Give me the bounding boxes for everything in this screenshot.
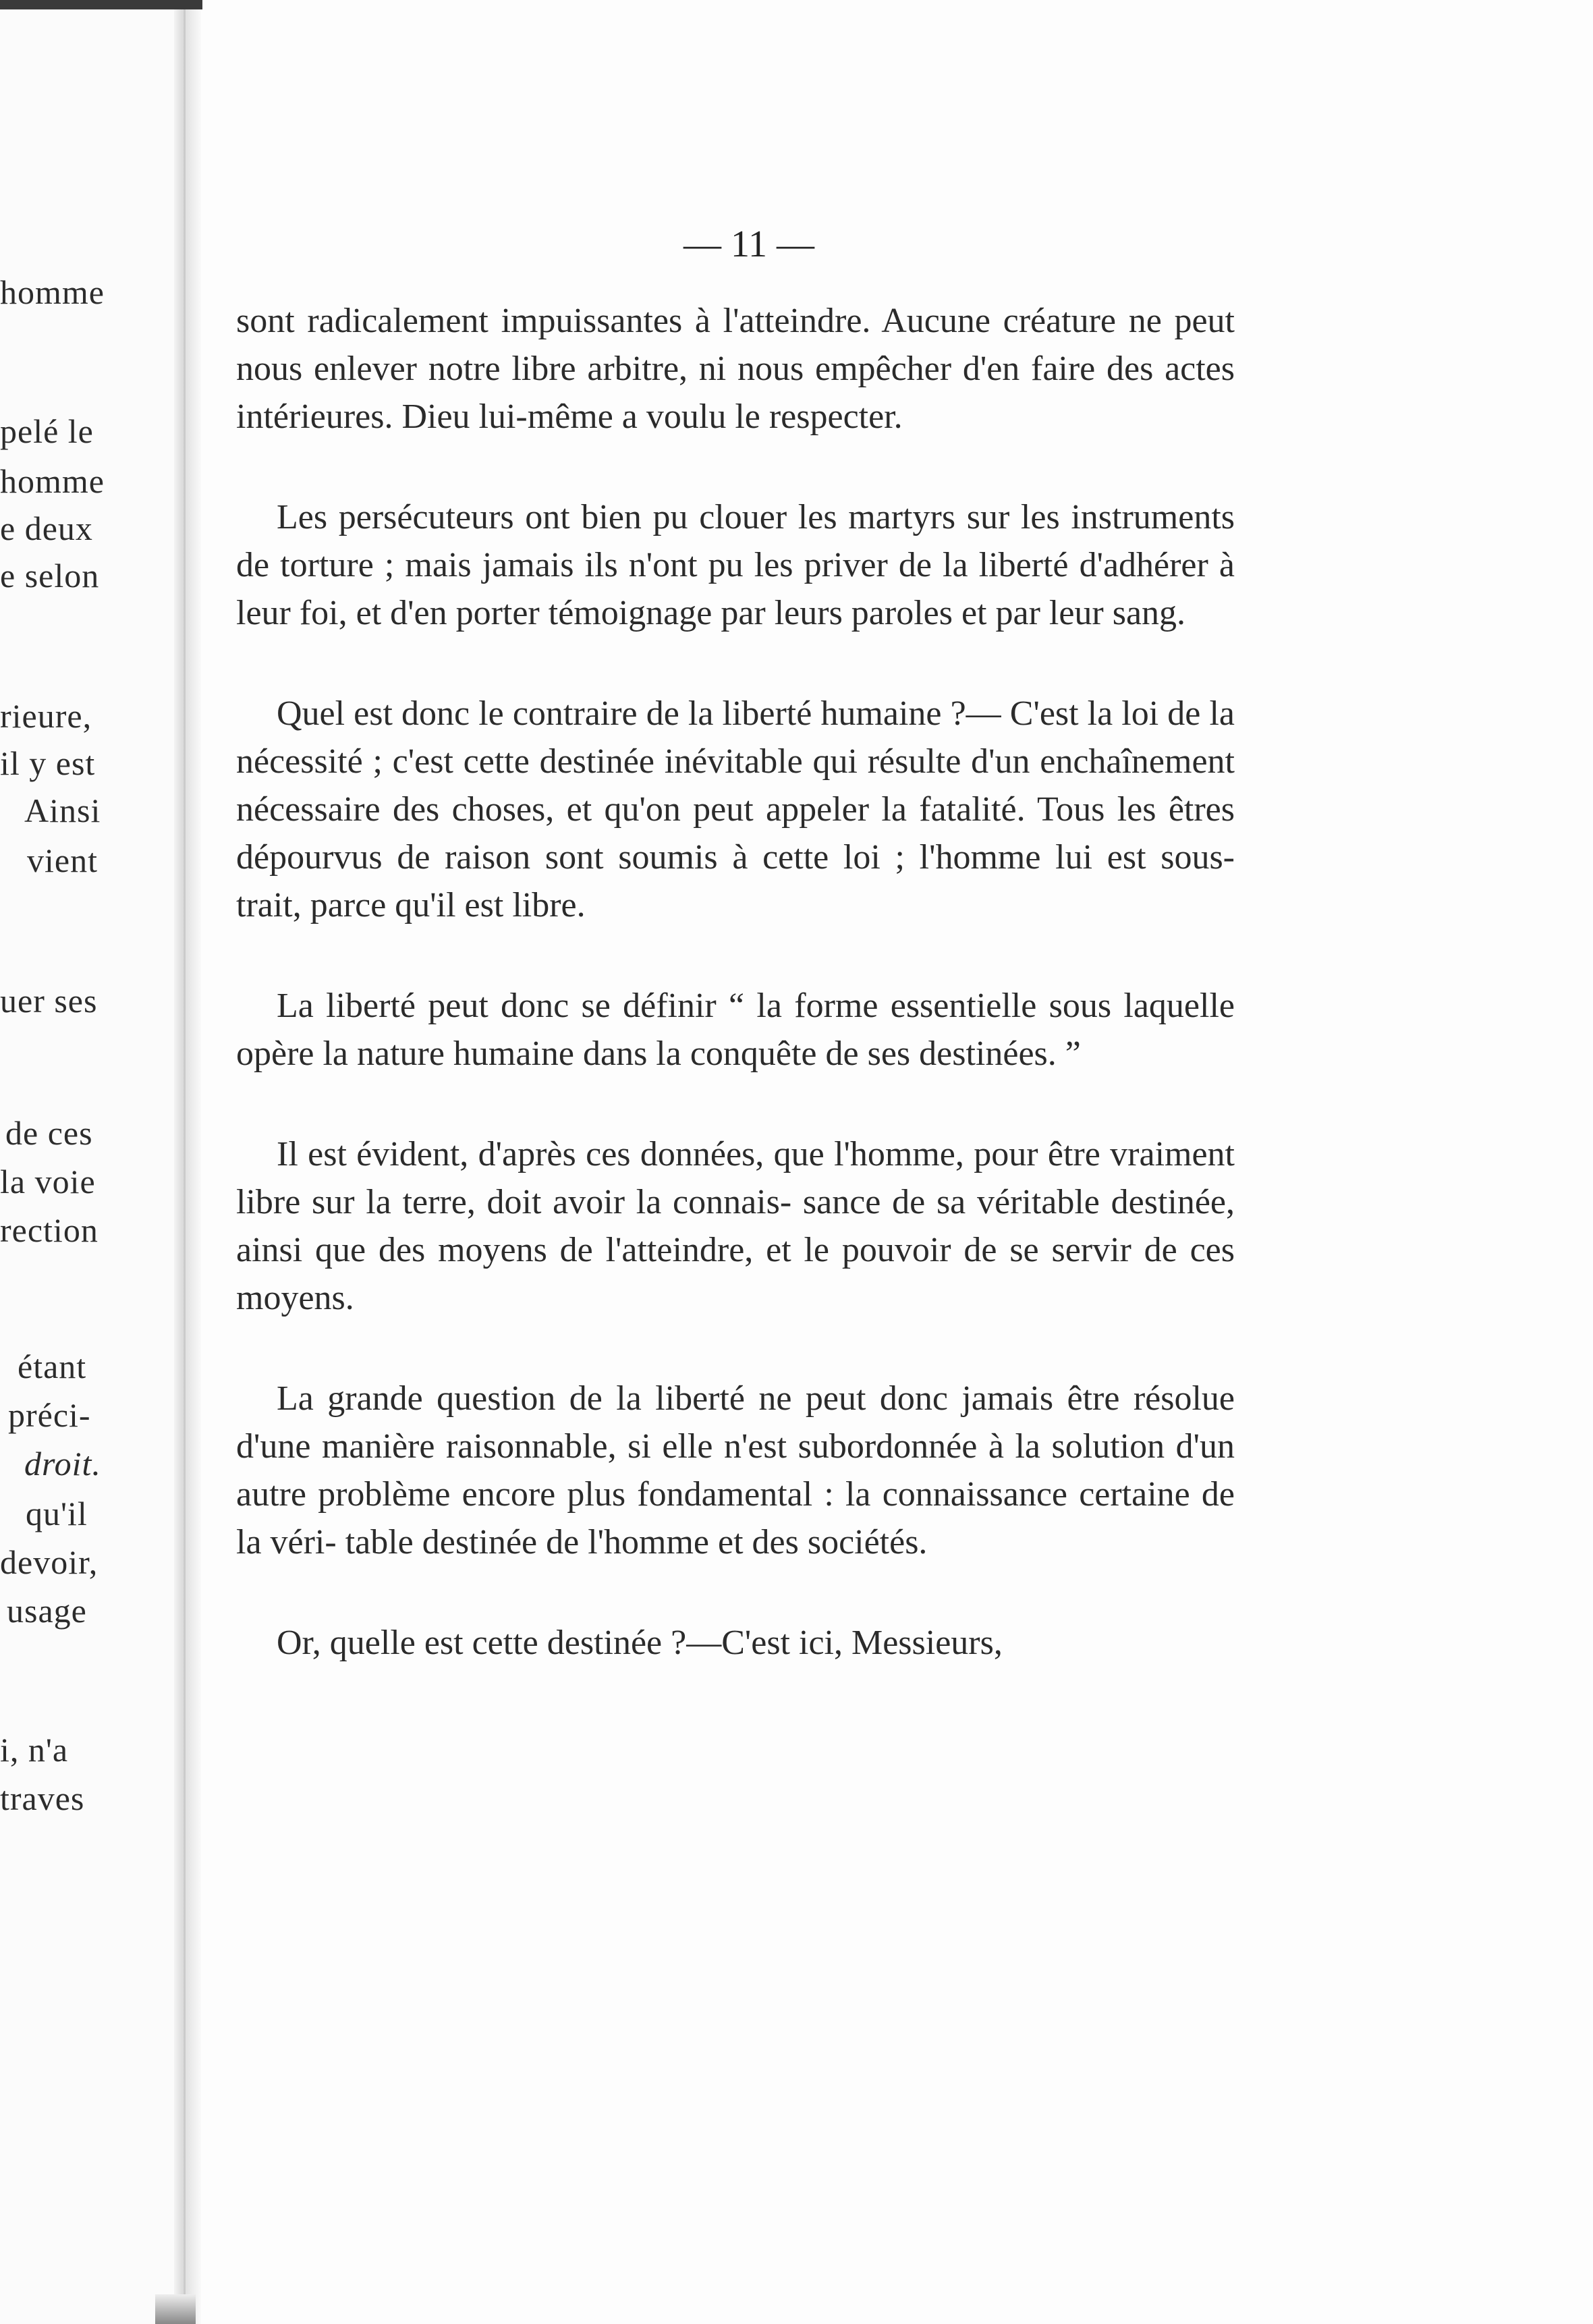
left-fragment-line: Ainsi [24, 792, 101, 829]
left-fragment-line: la voie [0, 1163, 96, 1200]
facing-page-fragment [0, 0, 182, 2324]
left-fragment-line: il y est [0, 744, 96, 782]
left-fragment-line: droit. [24, 1445, 101, 1483]
paragraph: Il est évident, d'après ces données, que l'homme, pour être vraiment libre sur la terre, doit avoir la connais- sance de sa véritable destinée, ainsi que des moyens de l'atteindre, et le pouvoir de se servir de ces moyens. [236, 1135, 1235, 1317]
left-fragment-line: préci- [8, 1396, 91, 1434]
book-gutter-shadow [174, 0, 201, 2324]
paragraph: Quel est donc le contraire de la liberté humaine ?— C'est la loi de la nécessité ; c'est cette destinée inévitable qui résulte d'un enchaînement nécessaire des choses, et qu'on peut appeler la fatalité. Tous les êtres dépourvus de raison sont soumis à cette loi ; l'homme lui est sous- trait, parce qu'il est libre. [236, 694, 1235, 924]
left-fragment-line: rieure, [0, 697, 92, 735]
paragraph: Les persécuteurs ont bien pu clouer les martyrs sur les instruments de torture ; mais jamais ils n'ont pu les priver de la liberté d'adhérer à leur foi, et d'en porter témoignage par leurs paroles et par leur sang. [236, 498, 1235, 632]
left-fragment-line: rection [0, 1211, 99, 1249]
left-fragment-line: devoir, [0, 1543, 99, 1581]
page-number: — 11 — [683, 223, 814, 265]
left-fragment-line: homme [0, 462, 105, 500]
paragraph: Or, quelle est cette destinée ?—C'est ici, Messieurs, [277, 1624, 1003, 1662]
left-fragment-line: e selon [0, 557, 100, 594]
body-text [236, 297, 1235, 1667]
left-fragment-line: qu'il [26, 1495, 88, 1532]
left-fragment-line: usage [7, 1592, 87, 1630]
left-fragment-line: traves [0, 1779, 85, 1817]
book-gutter-line [184, 0, 186, 2324]
paragraph: La liberté peut donc se définir “ la forme essentielle sous laquelle opère la nature humaine dans la conquête de ses destinées. ” [236, 987, 1235, 1073]
left-fragment-line: de ces [5, 1114, 93, 1152]
paragraph: sont radicalement impuissantes à l'atteindre. Aucune créature ne peut nous enlever notre libre arbitre, ni nous empêcher d'en faire des actes intérieures. Dieu lui-même a voulu le respecter. [236, 302, 1235, 436]
scan-top-edge [0, 0, 202, 9]
left-fragment-line: étant [18, 1348, 87, 1385]
left-fragment-line: vient [27, 841, 98, 879]
scan-bottom-edge [155, 2294, 196, 2324]
left-fragment-line: i, n'a [0, 1731, 69, 1769]
paragraph: La grande question de la liberté ne peut donc jamais être résolue d'une manière raisonnable, si elle n'est subordonnée à la solution d'un autre problème encore plus fondamental : la connaissance certaine de la véri- table destinée de l'homme et des sociétés. [236, 1379, 1235, 1561]
left-fragment-line: e deux [0, 509, 93, 547]
left-fragment-line: pelé le [0, 412, 94, 450]
left-fragment-line: uer ses [0, 982, 98, 1020]
left-fragment-line: homme [0, 273, 105, 311]
